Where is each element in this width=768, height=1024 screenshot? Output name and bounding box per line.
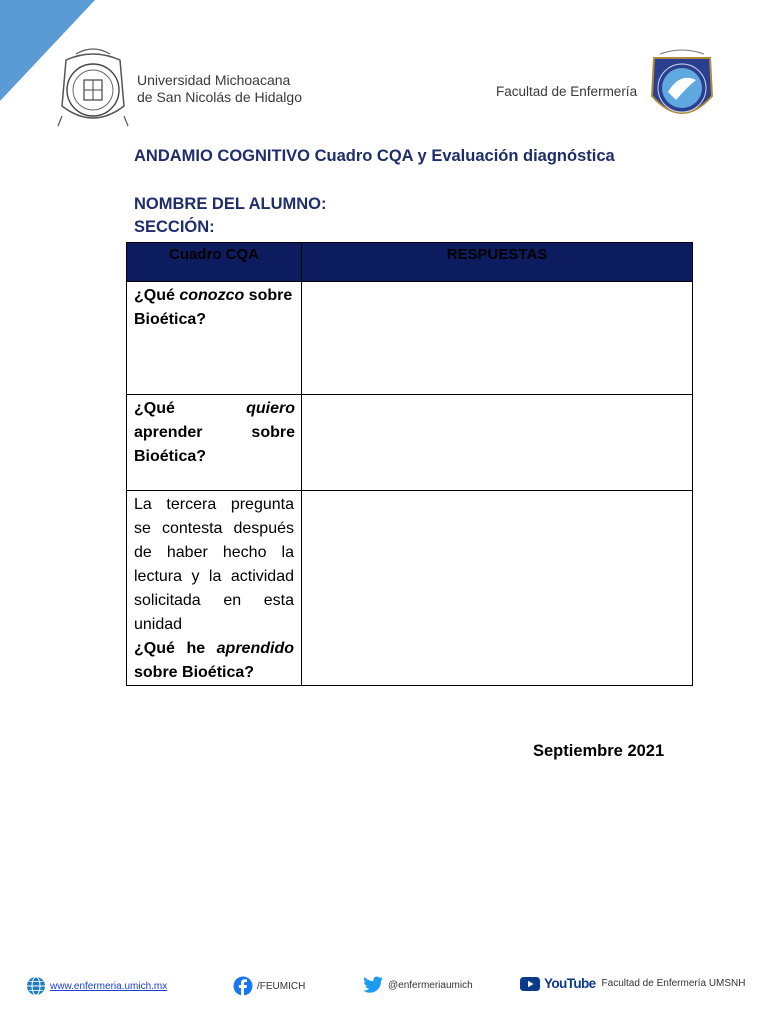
student-name-label: NOMBRE DEL ALUMNO: <box>134 195 327 213</box>
university-seal-logo <box>56 46 130 130</box>
question-cell <box>127 395 302 491</box>
faculty-shield-logo <box>646 48 718 130</box>
youtube-channel-name[interactable]: Facultad de Enfermería UMSNH <box>601 978 746 989</box>
globe-icon <box>26 976 46 996</box>
table-row <box>127 282 693 395</box>
university-name <box>137 72 302 106</box>
facebook-icon[interactable] <box>233 976 253 996</box>
header-cuadro-cqa: Cuadro CQA <box>127 243 302 282</box>
faculty-name: Facultad de Enfermería <box>496 84 638 99</box>
table-row <box>127 491 693 686</box>
twitter-icon[interactable] <box>362 976 384 994</box>
university-name-line1: Universidad Michoacana <box>137 72 291 88</box>
document-title: ANDAMIO COGNITIVO Cuadro CQA y Evaluación diagnóstica <box>134 147 615 165</box>
table-row <box>127 395 693 491</box>
youtube-icon[interactable] <box>520 977 540 991</box>
answer-cell[interactable] <box>302 491 693 686</box>
footer-youtube <box>520 976 746 991</box>
twitter-handle[interactable]: @enfermeriaumich <box>388 979 473 991</box>
university-name-line2: de San Nicolás de Hidalgo <box>137 89 302 105</box>
footer-website <box>26 976 167 996</box>
facebook-handle[interactable]: /FEUMICH <box>257 980 306 992</box>
table-header-row <box>127 243 693 282</box>
header-respuestas: RESPUESTAS <box>302 243 693 282</box>
answer-cell[interactable] <box>302 395 693 491</box>
section-label: SECCIÓN: <box>134 218 215 236</box>
question-cell <box>127 491 302 686</box>
footer-facebook <box>233 976 305 996</box>
question-cell <box>127 282 302 395</box>
website-link[interactable]: www.enfermeria.umich.mx <box>50 980 168 992</box>
question-quiero: ¿Qué quiero aprender sobre Bioética? <box>134 400 295 465</box>
youtube-wordmark[interactable]: YouTube <box>544 976 596 991</box>
third-question-note: La tercera pregunta se contesta después de haber hecho la lectura y la actividad solicitada en esta unidad <box>134 496 294 633</box>
question-aprendido: ¿Qué he aprendido sobre Bioética? <box>134 640 294 681</box>
document-date: Septiembre 2021 <box>533 742 665 760</box>
question-conozco: ¿Qué conozco sobre Bioética? <box>134 287 293 328</box>
answer-cell[interactable] <box>302 282 693 395</box>
cqa-table <box>126 242 693 686</box>
footer-twitter <box>362 976 473 994</box>
